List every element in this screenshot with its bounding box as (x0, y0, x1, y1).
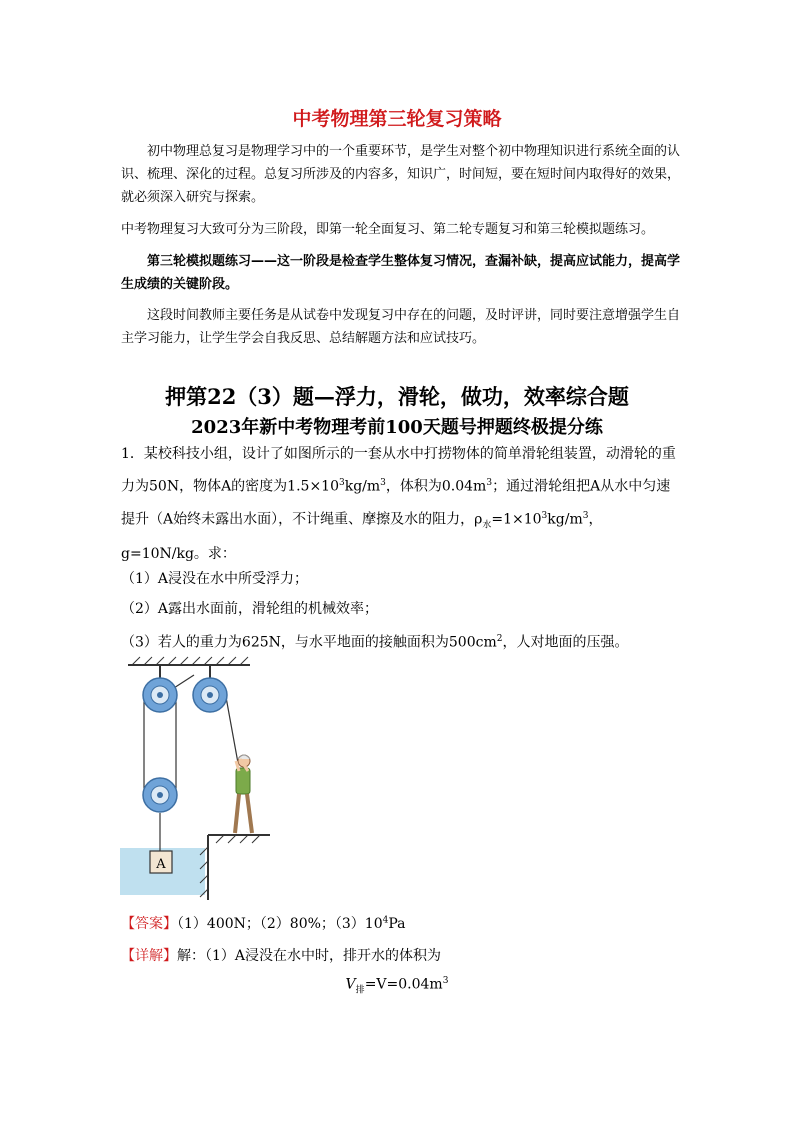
question-part-2: （2）A露出水面前，滑轮组的机械效率； (121, 601, 379, 617)
question-part-3: （3）若人的重力为625N，与水平地面的接触面积为$500cm^2$，人对地面的压强。 (121, 634, 629, 651)
fixed-pulley-left (143, 665, 177, 712)
answer-tag: 【答案】 (121, 916, 177, 932)
movable-pulley (143, 778, 177, 812)
intro-paragraph-3: 第三轮模拟题练习——这一阶段是检查学生整体复习情况，查漏补缺，提高应试能力，提高学生成绩的关键阶段。 (121, 254, 681, 292)
section-subheading: 2023年新中考物理考前100天题号押题终极提分练 (191, 417, 603, 438)
pulley-system-figure (120, 655, 280, 905)
person-figure (235, 755, 252, 833)
question-stem: 1．某校科技小组，设计了如图所示的一套从水中打捞物体的简单滑轮组装置，动滑轮的重力为50N，物体A的密度为$1.5\times 10^3kg/m^3$，体积为$0.04m^3$；通过滑轮组把A从水中匀速提升（A始终未露出水面），不计绳重、摩擦及水的阻力，$\rho_水=1\times 10^3kg/m^3$，g=10N/kg。求： (121, 446, 676, 563)
object-a-label: A (156, 857, 166, 872)
detail-line: 【详解】解：（1）A浸没在水中时，排开水的体积为 (121, 948, 442, 964)
volume-formula: $V_排=V=0.04m^3$ (345, 976, 449, 996)
fixed-pulley-right (193, 665, 227, 712)
intro-paragraph-1: 初中物理总复习是物理学习中的一个重要环节，是学生对整个初中物理知识进行系统全面的认识、梳理、深化的过程。总复习所涉及的内容多，知识广，时间短，要在短时间内取得好的效果，就必须深入研究与探索。 (121, 144, 681, 205)
page-title: 中考物理第三轮复习策略 (292, 108, 502, 130)
section-heading: 押第22（3）题—浮力，滑轮，做功，效率综合题 (165, 384, 629, 409)
answer-line: 【答案】（1）400N；（2）80%；$(3)10^4Pa$ (121, 915, 406, 932)
intro-paragraph-4: 这段时间教师主要任务是从试卷中发现复习中存在的问题，及时评讲，同时要注意增强学生自主学习能力，让学生学会自我反思、总结解题方法和应试技巧。 (121, 308, 681, 346)
detail-tag: 【详解】 (121, 948, 177, 964)
ground-ledge (200, 835, 270, 900)
question-part-1: （1）A浸没在水中所受浮力； (121, 571, 309, 587)
intro-paragraph-2: 中考物理复习大致可分为三阶段，即第一轮全面复习、第二轮专题复习和第三轮模拟题练习。 (121, 222, 655, 237)
